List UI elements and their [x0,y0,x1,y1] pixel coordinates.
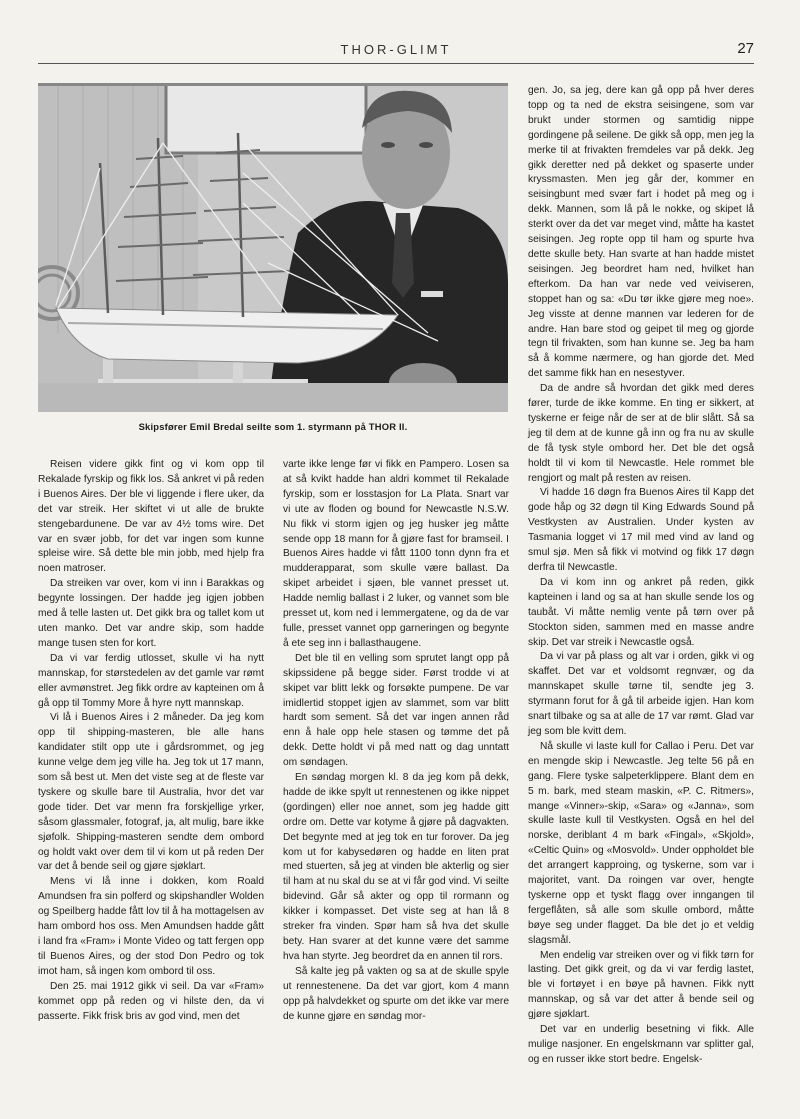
paragraph: Da vi var på plass og alt var i orden, gikk vi og skaffet. Det var et voldsomt regnvær, og da mannskapet skulle tørne til, sendte jeg 3. styrmann forut for å gå til arbeide igjen. Han kom snart tilbake og sa at alle de 17 var rømt. Glad var jeg som ble kvitt dem. [528,651,754,737]
photo-illustration [38,83,508,412]
running-title: THOR-GLIMT [340,42,452,57]
text-column-3 [528,84,754,1068]
paragraph: Da de andre så hvordan det gikk med deres fører, turde de ikke komme. En ting er sikkert, at tyskerne er feige når de ser at de blir slått. Så sa jeg til dem at de kunne gå inn og fra nu av skulle de få tysk style ombord her. Det ble det også holdt til vi kom til Newcastle. Hele rommet ble rengjort og malt på resten av reisen. [528,383,754,484]
header-rule [38,63,754,64]
paragraph: Det var en underlig besetning vi fikk. Alle mulige nasjoner. En engelskmann var splitter gal, og en russer ikke stort bedre. Engelsk- [528,1024,754,1065]
paragraph: En søndag morgen kl. 8 da jeg kom på dekk, hadde de ikke spylt ut rennestenen og ikke nippet (gordingen) eller noe annet, som jeg hadde gitt ordre om. Dette var kotyme å gjøre på dagvakten. Det begynte med at jeg tok en tur forover. Da jeg kom ut for kabysedøren og hadde en liten prat med stuerten, så jeg at vinden ble akterlig og sier til ham at nu skal du se at vi får god vind. Vi seilte bidevind. Går så akter og opp til rormann og kikker i kompasset. Det viste seg at han lå 8 streker fra vinden. Spør ham så hva det skulle bety. Han svarer at det kunne være det samme hva han styrte. Jeg beordret da en annen til rors. [283,772,509,962]
photo-caption: Skipsfører Emil Bredal seilte som 1. styrmann på THOR II. [138,421,408,432]
page-number: 27 [737,40,754,57]
paragraph: Da vi kom inn og ankret på reden, gikk kapteinen i land og sa at han skulle sende los og taubåt. Vi måtte nemlig vente på tørn over på Stockton siden, sammen med en masse andre skip. Det var streik i Newcastle også. [528,576,754,648]
paragraph: Nå skulle vi laste kull for Callao i Peru. Det var en mengde skip i Newcastle. Jeg telte 56 på en gang. Flere tyske salpeterklippere. Blant dem en 5 m. bark, med steam maskin, «P. C. Ritmers», mange «Vinner»-skip, «Sara» og «Janna», som skulle laste kull til Vestkysten. Også en hel del norske, deriblant 4 m bark «Fingal», «Skjold», «Celtic Quin» og «Mosvold». Under oppholdet ble det arrangert kapproing, og tyskerne, som var i majoritet, vant. Da roingen var over, hengte tyskerne opp et tyskt flagg over inngangen til fergeflåten, så alle som skulle ombord, måtte bøye seg under flagget. Da ble det jo et veldig slagsmål. [528,740,754,946]
paragraph: Reisen videre gikk fint og vi kom opp til Rekalade fyrskip og fikk los. Så ankret vi på reden i Buenos Aires. Der ble vi liggende i flere uker, da det var streik. Her skiftet vi ut alle de brukte stengebardunene. De var av 4½ toms wire. Det var en svær jobb, for det var ingen som kunne spleise wire. Så dette ble min jobb, med hjelp fra noen matroser. [38,459,264,575]
paragraph: Så kalte jeg på vakten og sa at de skulle spyle ut rennestenene. Da det var gjort, kom 4 mann opp på halvdekket og spurte om det ikke var mere de kunne gjøre en søndag mor- [283,965,509,1022]
paragraph: varte ikke lenge før vi fikk en Pampero. Losen sa at så kvikt hadde han aldri kommet til Rekalade fyrskip, som er losstasjon for La Plata. Snart var vi ute av floden og bound for Newcastle N.S.W. Nu fikk vi storm igjen og jeg husker jeg måtte sende opp 18 mann for å gjøre fast for bramseil. I Buenos Aires hadde vi fått 1100 tonn dynn fra et mudderapparat, som skulle være ballast. Da skipet arbeidet i sjøen, ble vannet presset ut. Hadde nemlig ballast i 2 luker, og vannet som ble presset ut, kom ned i lemmergatene, og da de var fulle, presset vannet opp garneringen og begynte å ete seg inn i ballasthaugene. [283,459,509,649]
paragraph: Vi hadde 16 døgn fra Buenos Aires til Kapp det gode håp og 32 døgn til King Edwards Sound på Vestkysten av Australien. Under kysten av Tasmania logget vi 17 mil med vind av land og smul sjø. Men så fikk vi motvind og fikk 17 døgn derfra til Newcastle. [528,487,754,573]
paragraph: Mens vi lå inne i dokken, kom Roald Amundsen fra sin polferd og skipshandler Wolden og Speilberg hadde fått lov til å ha mottagelsen av ham ombord hos oss. Men Amundsen hadde gått i land fra «Fram» i Monte Video og tatt fergen opp til Buenos Aires, og der stod Don Pedro og tok imot ham, så ingen kom ombord til oss. [38,876,264,977]
text-column-1 [38,458,264,1024]
paragraph: Den 25. mai 1912 gikk vi seil. Da var «Fram» kommet opp på reden og vi hilste den, da vi passerte. Fikk frisk bris av god vind, men det [38,980,264,1022]
paragraph: Vi lå i Buenos Aires i 2 måneder. Da jeg kom opp til shipping-masteren, ble alle hans kandidater stilt opp ute i gårdsrommet, og jeg kunne velge dem jeg ville ha. Jeg tok ut 17 mann, som så best ut. Men det viste seg at de fleste var tyskere og skulle bare til Australia, hvor det var gode tider. Det var menn fra forskjellige yrker, såsom glassmaler, fotograf, ja, alt mulig, bare ikke sjøfolk. Shipping-masteren sendte dem ombord og holdt vakt over dem til vi kom ut på reden Der var det å bende seil og gjøre sjøklart. [38,712,264,873]
photo-captain-with-ship-model [38,83,508,412]
paragraph: Da streiken var over, kom vi inn i Barakkas og begynte lossingen. Der hadde jeg igjen jobben med å telle lasten ut. Det gikk bra og tallet kom ut uten manko. Det var andre skip, som hadde mange tusen sten for kort. [38,578,264,649]
paragraph: Da vi var ferdig utlosset, skulle vi ha nytt mannskap, for størstedelen av det gamle var rømt eller avmønstret. Jeg fikk ordre av kapteinen om å gå opp til Tommy More å hyre nytt mannskap. [38,652,264,709]
paragraph: gen. Jo, sa jeg, dere kan gå opp på hver deres topp og ta ned de ekstra seisingene, som var brukt under stormen og samtidig nippe gordingene på seilene. De gikk så opp, men jeg la merke til at frivakten fremdeles var på dekk. Jeg gikk deretter ned på dekket og spaserte under kryssmasten. Men jeg går der, kommer en seisingbunt med svær fart i hodet på meg og i dekk. Mannen, som lå på le nokke, og skipet lå sterkt over da det var meget vind, måtte ha kastet seisingen. Jeg ropte opp til ham og spurte hva dette skulle bety. Han svarte at han hadde mistet seisingen. Jeg beordret ham ned, hvilket han efterkom. Da han var nede ved veiviseren, stoppet han og sa: «Du tør ikke gjøre meg noe». Jeg visste at denne mannen var lederen for de andre. Han bare stod og geipet til meg og gjorde tegn til frivakten, som han kunne se. Jeg ba ham så å komme nærmere, og han gjorde det. Med det samme fikk han en nesestyver. [528,85,754,380]
paragraph: Det ble til en velling som sprutet langt opp på skipssidene på begge sider. Først trodde vi at skipet var blitt lekk og forsøkte pumpene. De var imidlertid stoppet igjen av slammet, som var blitt hardt som sement. Så det var ingen annen råd enn å hale opp hele stasen og tømme det på dekk. Dette holdt vi på med natt og dag unntatt om søndagen. [283,652,509,769]
text-column-2 [283,458,509,1024]
paragraph: Men endelig var streiken over og vi fikk tørn for lasting. Det gikk greit, og da vi var ferdig lastet, ble vi fortøyet i en bøye på havnen. Fikk nytt mannskap, og så var det atter å bende seil og gjøre sjøklart. [528,949,754,1021]
page-header [38,42,754,62]
